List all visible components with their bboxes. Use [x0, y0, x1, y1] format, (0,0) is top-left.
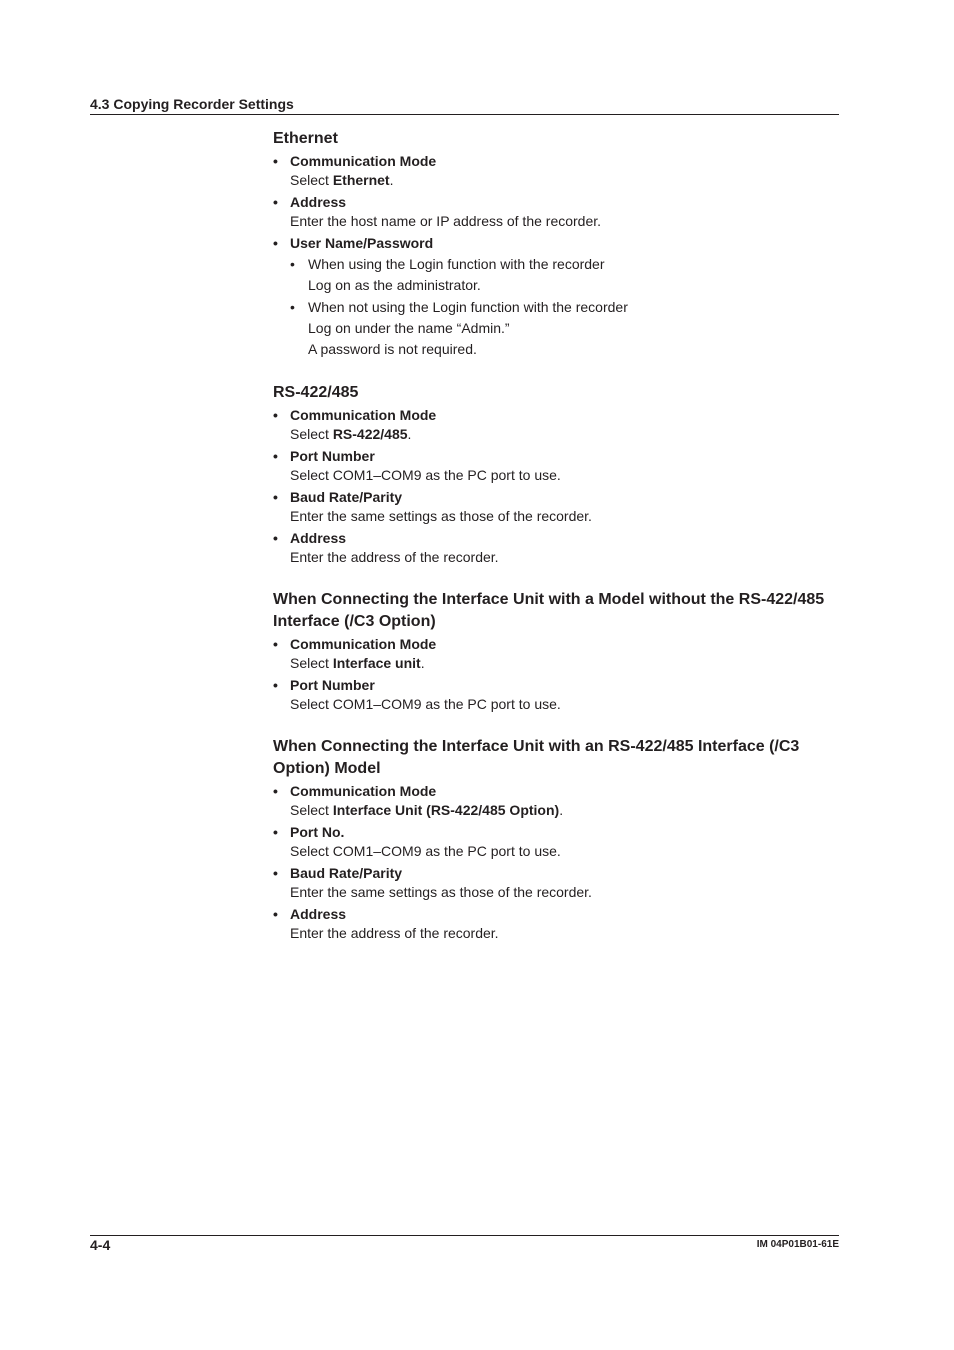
list-item	[273, 529, 839, 567]
list-item	[273, 447, 839, 485]
sub-item-line: When using the Login function with the recorder	[308, 256, 605, 272]
section-rs422	[273, 382, 839, 567]
item-label: Address	[290, 194, 347, 210]
item-text: Select COM1–COM9 as the PC port to use.	[290, 467, 561, 483]
list-item	[273, 905, 839, 943]
item-label: User Name/Password	[290, 235, 434, 251]
bullet-icon: •	[273, 865, 278, 881]
document-id: IM 04P01B01-61E	[756, 1239, 839, 1250]
item-text: Enter the same settings as those of the recorder.	[290, 884, 592, 900]
item-text: Select COM1–COM9 as the PC port to use.	[290, 696, 561, 712]
bullet-icon: •	[273, 407, 278, 423]
bullet-icon: •	[273, 677, 278, 693]
main-content	[273, 128, 839, 943]
item-text: Select COM1–COM9 as the PC port to use.	[290, 843, 561, 859]
section-interface-unit-without	[273, 589, 839, 714]
section-title: RS-422/485	[273, 384, 359, 401]
item-label: Address	[290, 906, 347, 922]
sub-list-item	[290, 297, 839, 360]
sub-bullet-icon: •	[290, 256, 295, 272]
item-text: Enter the same settings as those of the recorder.	[290, 508, 592, 524]
header-title: 4.3 Copying Recorder Settings	[90, 96, 294, 112]
sub-item-line: When not using the Login function with the recorder	[308, 299, 628, 315]
item-label: Port No.	[290, 824, 345, 840]
item-label: Communication Mode	[290, 407, 437, 423]
section-title: Ethernet	[273, 130, 338, 147]
list-item	[273, 823, 839, 861]
list-item	[273, 635, 839, 673]
bullet-icon: •	[273, 824, 278, 840]
sub-bullet-icon: •	[290, 299, 295, 315]
bullet-icon: •	[273, 448, 278, 464]
item-text: Select Ethernet.	[290, 172, 394, 188]
list-item	[273, 782, 839, 820]
bullet-icon: •	[273, 530, 278, 546]
bullet-icon: •	[273, 194, 278, 210]
item-text: Select RS-422/485.	[290, 426, 412, 442]
bullet-icon: •	[273, 489, 278, 505]
item-text: Enter the host name or IP address of the recorder.	[290, 213, 602, 229]
list-item	[273, 234, 839, 360]
section-interface-unit-with	[273, 736, 839, 943]
item-label: Baud Rate/Parity	[290, 865, 403, 881]
item-text: Enter the address of the recorder.	[290, 925, 499, 941]
sub-item-line: A password is not required.	[308, 341, 477, 357]
list-item	[273, 152, 839, 190]
bullet-icon: •	[273, 235, 278, 251]
item-label: Communication Mode	[290, 636, 437, 652]
item-label: Communication Mode	[290, 153, 437, 169]
item-text: Enter the address of the recorder.	[290, 549, 499, 565]
item-label: Address	[290, 530, 347, 546]
sub-list-item	[290, 254, 839, 296]
bullet-icon: •	[273, 153, 278, 169]
list-item	[273, 676, 839, 714]
item-text: Select Interface unit.	[290, 655, 425, 671]
sub-item-line: Log on as the administrator.	[308, 277, 481, 293]
section-title: When Connecting the Interface Unit with an RS-422/485 Interface (/C3 Option) Model	[273, 738, 800, 777]
section-title: When Connecting the Interface Unit with a Model without the RS-422/485 Interface (/C3 Option)	[273, 591, 825, 630]
bullet-icon: •	[273, 783, 278, 799]
bullet-icon: •	[273, 906, 278, 922]
list-item	[273, 406, 839, 444]
item-label: Baud Rate/Parity	[290, 489, 403, 505]
list-item	[273, 193, 839, 231]
item-label: Port Number	[290, 448, 375, 464]
item-label: Communication Mode	[290, 783, 437, 799]
item-text: Select Interface Unit (RS-422/485 Option).	[290, 802, 564, 818]
section-ethernet	[273, 128, 839, 360]
sub-item-line: Log on under the name “Admin.”	[308, 320, 510, 336]
list-item	[273, 488, 839, 526]
footer-divider	[90, 1235, 839, 1236]
page-number: 4-4	[90, 1237, 111, 1253]
list-item	[273, 864, 839, 902]
bullet-icon: •	[273, 636, 278, 652]
page-header	[90, 96, 839, 115]
item-label: Port Number	[290, 677, 375, 693]
